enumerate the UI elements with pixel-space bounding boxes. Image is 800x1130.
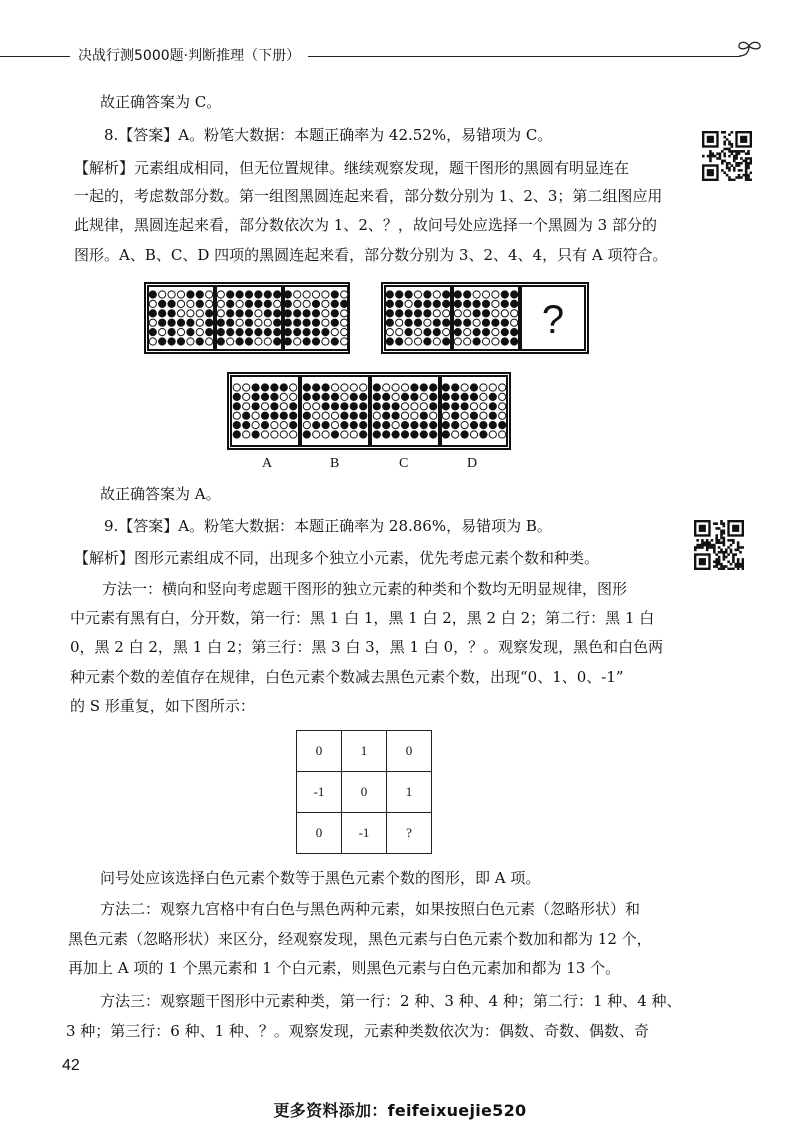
method-3: 方法三：观察题干图形中元素种类，第一行：2 种、3 种、4 种；第二行：1 种、4 种、 — [100, 992, 682, 1010]
text-line: 的 S 形重复，如下图所示： — [70, 697, 255, 715]
qr-code[interactable] — [694, 520, 744, 570]
text-line: 黑色元素（忽略形状）来区分，经观察发现，黑色元素与白色元素个数加和都为 12 个， — [68, 930, 652, 948]
table-cell: 0 — [387, 731, 432, 772]
table-row — [297, 772, 432, 813]
text-line: 故正确答案为 C。 — [100, 93, 222, 111]
text-line: 种元素个数的差值存在规律，白色元素个数减去黑色元素个数，出现“0、1、0、-1” — [70, 668, 624, 686]
answer-9: 9.【答案】A。粉笔大数据：本题正确率为 28.86%，易错项为 B。 — [104, 517, 552, 535]
text-line: 图形。A、B、C、D 四项的黑圆连起来看，部分数分别为 3、2、4、4，只有 A 项符合。 — [74, 246, 668, 264]
page-number: 42 — [62, 1057, 80, 1074]
text-line: 此规律，黑圆连起来看，部分数依次为 1、2、？，故问号处应选择一个黑圆为 3 部分的 — [74, 216, 657, 234]
method-2: 方法二：观察九宫格中有白色与黑色两种元素，如果按照白色元素（忽略形状）和 — [100, 900, 641, 918]
header-rule-right — [308, 56, 740, 57]
sprout-icon — [735, 40, 765, 66]
running-header — [0, 40, 800, 70]
option-label-d: D — [467, 456, 478, 471]
header-rule-left — [0, 56, 70, 57]
text-line: 0，黑 2 白 2，黑 1 白 2；第三行：黑 3 白 3，黑 1 白 0，？。观察发现，黑色和白色两 — [70, 638, 664, 656]
table-cell: 1 — [387, 772, 432, 813]
table-row — [297, 813, 432, 854]
answer-8: 8.【答案】A。粉笔大数据：本题正确率为 42.52%，易错项为 C。 — [104, 126, 553, 144]
table-cell: 0 — [297, 813, 342, 854]
text-line: 3 种；第三行：6 种、1 种、？。观察发现，元素种类数依次为：偶数、奇数、偶数、奇 — [66, 1022, 649, 1040]
table-cell: ? — [387, 813, 432, 854]
option-label-b: B — [330, 456, 340, 471]
text-line: 故正确答案为 A。 — [100, 485, 221, 503]
qr-code-icon — [694, 520, 744, 570]
table-cell: 0 — [297, 731, 342, 772]
puzzle-figure — [140, 280, 620, 480]
text-line: 再加上 A 项的 1 个黑元素和 1 个白元素，则黑色元素与白色元素加和都为 13 个。 — [68, 959, 621, 977]
difference-table — [296, 730, 432, 854]
text-line: 中元素有黑有白，分开数，第一行：黑 1 白 1，黑 1 白 2，黑 2 白 2；第二行：黑 1 白 — [70, 609, 655, 627]
option-label-c: C — [399, 456, 409, 471]
option-label-a: A — [262, 456, 273, 471]
footer-note: 更多资料添加：feifeixuejie520 — [273, 1101, 527, 1120]
text-line: 一起的，考虑数部分数。第一组图黑圆连起来看，部分数分别为 1、2、3；第二组图应用 — [74, 187, 663, 205]
question-mark: ? — [541, 298, 565, 342]
table-row — [297, 731, 432, 772]
method-1: 方法一：横向和竖向考虑题干图形的独立元素的种类和个数均无明显规律，图形 — [102, 580, 628, 598]
qr-code-icon — [702, 131, 752, 181]
analysis-8: 【解析】元素组成相同，但无位置规律。继续观察发现，题干图形的黑圆有明显连在 — [74, 159, 630, 177]
table-cell: -1 — [342, 813, 387, 854]
header-title: 决战行测5000题·判断推理（下册） — [78, 48, 301, 64]
table-cell: 1 — [342, 731, 387, 772]
qr-code[interactable] — [702, 131, 752, 181]
table-cell: 0 — [342, 772, 387, 813]
text-line: 问号处应该选择白色元素个数等于黑色元素个数的图形，即 A 项。 — [100, 869, 541, 887]
table-cell: -1 — [297, 772, 342, 813]
analysis-9: 【解析】图形元素组成不同，出现多个独立小元素，优先考虑元素个数和种类。 — [74, 549, 600, 567]
